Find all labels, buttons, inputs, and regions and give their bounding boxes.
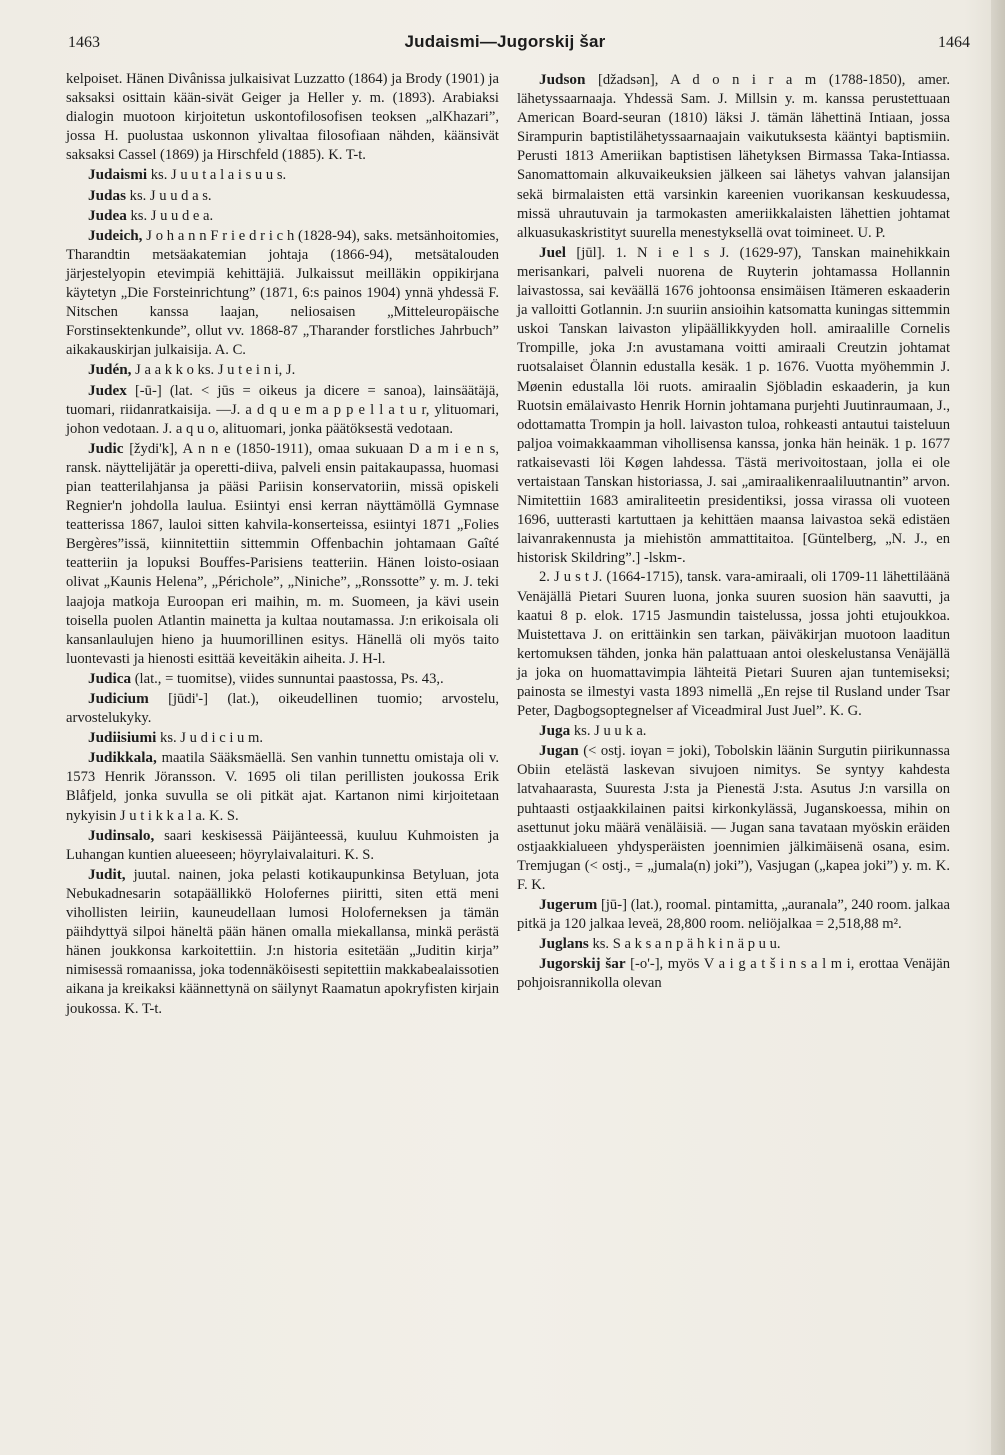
left-column — [66, 70, 499, 1019]
entry-text: ks. J u u t a l a i s u u s. — [147, 167, 287, 184]
entry-text: [jūl]. 1. N i e l s J. (1629-97), Tanskan mainehikkain merisankari, palveli nuorena de Ruyterin johtamassa Hollannin laivastossa, sai keväällä 1676 johtoonsa ensimäisen Itämeren eskaaderin ja valloitti Gotlannin. J:n suuriin ansioihin katsomatta kuningas sittemmin uskoi Tanskan laivaston ylipäällikkyyden holl. amiraalille Cornelis Trompille, joka J:n avustamana voitti amiraali Creutzin johtamat ruotsalaiset Ölannin edustalla kesäk. 1 p. 1676. Vuotta myöhemmin J. Møenin edustalla löi ruots. amiraalin Sjöbladin eskaaderin, ja kun Ruotsin emälaivasto Henrik Hornin johtamana purjehti Juutinraumaan, J., odottamatta Trompin ja holl. laivaston tuloa, rohkeasti antautui taisteluun paljoa voimakkaamman vihollisensa kanssa, jonka hän heinäk. 1 p. 1677 ratkaisevasti löi Køgen lahdessa. Tästä merivoitostaan, jolla ei ole vertaistaan Tanskan historiassa, J. sai „amiraalikenraaliluutnantin” arvon. Nimitettiin 1683 amiraliteetin presidentiksi, jossa virassa oli vuoteen 1696, uutterasti kartuttaen ja kehittäen maansa laivastoa sekä edistäen laivanrakennusta ja miehistön ammattitaitoa. [Güntelberg, „N. J., en historisk Skildring”.] -lskm-. — [517, 244, 950, 567]
entry-headword: Juel — [539, 243, 567, 261]
entry-text: J a a k k o ks. J u t e i n i, J. — [131, 362, 296, 379]
entry-text: [džadsən], A d o n i r a m (1788-1850), amer. lähetyssaarnaaja. Yhdessä Sam. J. Millsin y. m. kanssa perustettuaan American Board-seuran (1810) läksi J. tämän lähettinä Intiaan, jossa Sirampurin baptistilähetyssaarnaajain vaikutuksesta kääntyi baptismiin. Perusti 1813 Ameriikan baptistisen lähetyksen Birmassa Taka-Intiassa. Sanomattomain alkuvaikeuksien jälkeen sai lähetys vahvan jalansijan sekä birmalaisten että varsinkin kareenien vuorikansan keskuudessa, missä uhrautuvain ja tarmokasten ameriikkalaisten lähettien johtamat alkuasukaskristityt suurella menestyksellä ovat toimineet. U. P. — [517, 72, 950, 241]
dictionary-entry — [66, 748, 499, 825]
entry-text: [jūdi'-] (lat.), oikeudellinen tuomio; arvostelu, arvostelukyky. — [66, 691, 499, 727]
entry-headword: Judicium — [88, 690, 149, 707]
entry-text: ks. S a k s a n p ä h k i n ä p u u. — [588, 936, 781, 953]
dictionary-entry — [66, 689, 499, 728]
book-spine-shadow — [991, 0, 1005, 1455]
page-header — [40, 34, 970, 60]
dictionary-entry — [66, 439, 499, 669]
entry-headword: Jugerum — [539, 896, 598, 914]
dictionary-entry — [66, 669, 499, 689]
entry-headword: Juga — [539, 722, 571, 740]
entry-text: saari keskisessä Päijänteessä, kuuluu Kuhmoisten ja Luhangan kuntien alueeseen; höyrylaivalaituri. K. S. — [66, 827, 499, 863]
entry-headword: Judinsalo, — [88, 826, 155, 844]
entry-text: juutal. nainen, joka pelasti kotikaupunkinsa Betyluan, jota Nebukadnesarin sotapäällikkö Holofernes piiritti, siten että meni vihollisten leiriin, kauneudellaan lumosi Holoferneksen ja tämän päihdyttyä silpoi häneltä pään hänen omalla miekallansa, minkä perästä hänen joukkonsa karkoitettiin. J:n historia esitetään „Juditin kirja” nimisessä romaanissa, joka todennäköisesti sepitettiin makkabealaissotien aikana ja kreikaksi käännettynä on säilynyt Raamatun apokryfisten kirjain joukossa. K. T-t. — [66, 866, 499, 1017]
entry-text: ks. J u u d a s. — [126, 187, 212, 204]
dictionary-entry — [517, 243, 950, 569]
entry-text: [-ū-] (lat. < jūs = oikeus ja dicere = sanoa), lainsäätäjä, tuomari, riidanratkaisija. —J. a d q u e m a p p e l l a t u r, ylituomari, johon vedotaan. J. a q u o, alituomari, jonka päätöksestä vedotaan. — [66, 382, 499, 437]
entry-text: J o h a n n F r i e d r i c h (1828-94), saks. metsänhoitomies, Tharandtin metsäakatemian johtaja (1866-94), metsätalouden järjestelyopin etevimpiä kehittäjiä. Julkaissut meilläkin oppikirjana käytetyn „Die Forsteinrichtung” (1871, 6:s painos 1904) ynnä yhdessä F. Nitschen kanssa laajan, neliosaisen „Mitteleuropäische Forstinsektenkunde”, ollut vv. 1868-87 „Tharander forstliches Jahrbuch” aikakauskirjan julkaisija. A. C. — [66, 227, 499, 359]
entry-text: (lat., = tuomitse), viides sunnuntai paastossa, Ps. 43,. — [131, 670, 444, 687]
dictionary-entry — [66, 360, 499, 380]
entry-text: kelpoiset. Hänen Divânissa julkaisivat Luzzatto (1864) ja Brody (1901) ja saksaksi osittain kään-sivät Geiger ja Heller y. m. (1893). Arabiaksi dialogin muotoon kirjoitetun uskontofilosofisen teoksen „alKhazari”, jossa H. puolustaa uskonnon ylivaltaa filosofiaan nähden, käänsivät saksaksi Cassel (1869) ja Hirschfeld (1885). K. T-t. — [66, 71, 499, 164]
dictionary-entry — [517, 721, 950, 741]
dictionary-entry — [66, 865, 499, 1019]
entry-headword: Jugan — [539, 742, 579, 760]
entry-headword: Judikkala, — [88, 749, 157, 767]
right-column — [517, 70, 950, 994]
dictionary-entry — [517, 70, 950, 243]
dictionary-entry — [66, 206, 499, 226]
entry-text: ks. J u u k a. — [570, 723, 647, 740]
entry-headword: Judica — [88, 669, 132, 687]
dictionary-entry — [517, 934, 950, 954]
dictionary-entry — [66, 381, 499, 439]
page-number-right: 1464 — [938, 34, 970, 51]
entry-text: maatila Sääksmäellä. Sen vanhin tunnettu omistaja oli v. 1573 Henrik Jöransson. V. 1695 oli tilan perillisten joukossa Erik Blåfjeld, jonka suvulla se oli pitkät ajat. Kartanon nimi kirjoitetaan nykyisin J u t i k k a l a. K. S. — [66, 750, 499, 824]
entry-headword: Judson — [539, 71, 586, 88]
entry-headword: Judiisiumi — [88, 729, 157, 747]
dictionary-entry — [66, 826, 499, 865]
entry-text: (< ostj. ioγan = joki), Tobolskin läänin Surgutin piirikunnassa Obiin etelästä laskevan sivujoen nimitys. Se syntyy kahdesta latvahaarasta, Suuresta J:sta ja Pienestä J:sta. Asutus J:n varsilla on puhtaasti ostjaakkilainen paitsi kirkonkylässä, Juganskoessa, mihin on asettunut joku määrä venäläisiä. — Jugan sana tavataan myöskin eräiden ostjaakkialueen yhdysperäisten joennimien jälkimäisenä osana, esim. Tremjugan (< ostj., = „jumala(n) joki”), Vasjugan („kapea joki”) y. m. K. F. K. — [517, 743, 950, 893]
dictionary-entry — [66, 728, 499, 748]
entry-headword: Judic — [88, 439, 124, 457]
entry-headword: Judén, — [88, 361, 132, 379]
entry-text: 2. J u s t J. (1664-1715), tansk. vara-amiraali, oli 1709-11 lähettiläänä Venäjällä Pietari Suuren luona, jonka suuren suosion hän saavutti, ja kaatui 8 p. elok. 1715 Jasmundin taistelussa, jossa johti etujoukkoa. Muistettava J. on erittäinkin sen tarkan, päiväkirjan muotoon laaditun kertomuksen tähden, jonka hän palattuaan antoi oleskelustansa Venäjällä ja joka on huomattavimpia lähteitä Pietari Suuren ajan tuntemiseksi; painosta se ilmestyi vasta 1893 nimellä „En rejse til Rusland under Tsar Peter, Dagbogsoptegnelser af Viceadmiral Just Juel”. K. G. — [517, 569, 950, 720]
dictionary-entry — [517, 895, 950, 934]
entry-text: ks. J u u d e a. — [126, 207, 214, 224]
running-title: Judaismi—Jugorskij šar — [404, 32, 606, 51]
entry-text: [jū-] (lat.), roomal. pintamitta, „auranala”, 240 room. jalkaa pitkä ja 120 jalkaa leveä, 28,800 room. neliöjalkaa = 2,518,88 m². — [517, 897, 950, 933]
dictionary-entry — [517, 568, 950, 721]
entry-headword: Judex — [88, 381, 127, 399]
entry-headword: Judit, — [88, 865, 126, 883]
dictionary-entry — [517, 741, 950, 895]
entry-headword: Judea — [88, 206, 127, 224]
dictionary-entry — [66, 165, 499, 185]
entry-headword: Jugorskij šar — [539, 955, 626, 973]
entry-continuation — [66, 70, 499, 165]
dictionary-entry — [517, 954, 950, 993]
entry-headword: Judeich, — [88, 226, 143, 244]
entry-headword: Judaismi — [88, 166, 148, 184]
page-number-left: 1463 — [68, 34, 100, 51]
entry-text: ks. J u d i c i u m. — [156, 730, 263, 747]
entry-text: [žydi'k], A n n e (1850-1911), omaa sukuaan D a m i e n s, ransk. näyttelijätär ja operetti-diiva, palveli ensin paitakaupassa, huomasi pian teatterilahjansa ja pääsi Pariisin konservatoriin, missä opiskeli Regnier'n johdolla laulua. Esiintyi ensi kerran näyttämöllä Gymnase teatterissa 1867, lauloi sitten kahvila-konserteissa, esiintyi 1871 „Folies Bergères”issä, kiinnitettiin sittemmin Offenbachin johtamaan Gaîté teatteriin ja lopuksi Bouffes-Parisiens teatteriin. Hänen loisto-osiaan olivat „Kaunis Helena”, „Périchole”, „Niniche”, „Ronssotte” y. m. J. teki laajoja matkoja Euroopan eri maihin, m. m. Suomeen, ja kävi usein toisella puolen Atlantin mainetta ja kultaa noutamassa. J:n erikoisala oli kansanlaulujen hieno ja huumorillinen esitys. Hänellä oli myös taito luontevasti ja hienosti esittää keveitäkin aiheita. J. H-l. — [66, 440, 499, 667]
entry-headword: Juglans — [539, 935, 589, 953]
dictionary-entry — [66, 226, 499, 361]
entry-text: [-o'-], myös V a i g a t š i n s a l m i, erottaa Venäjän pohjoisrannikolla olevan — [517, 956, 950, 992]
entry-headword: Judas — [88, 186, 126, 204]
dictionary-entry — [66, 186, 499, 206]
